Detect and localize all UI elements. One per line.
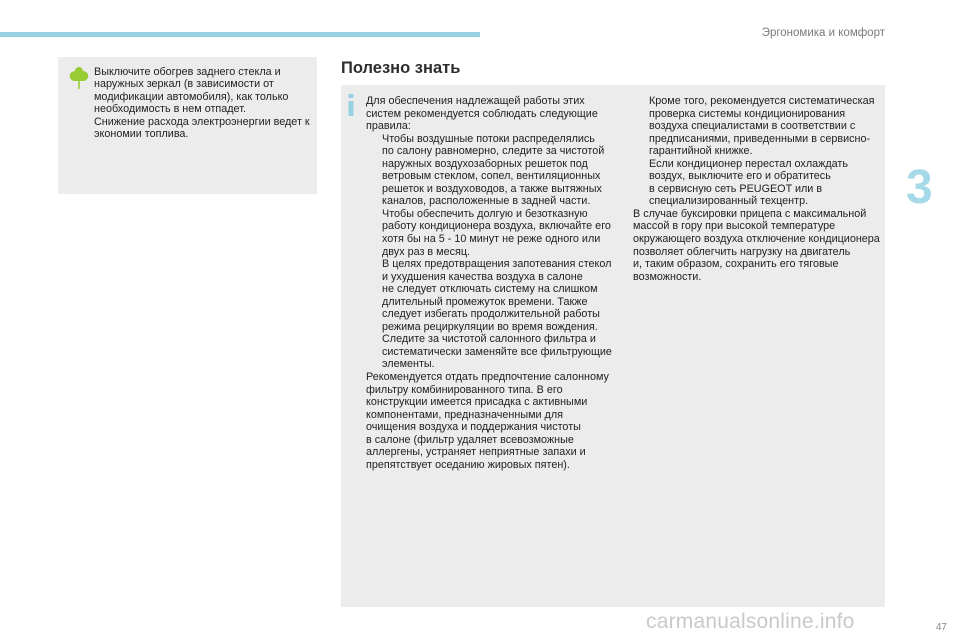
bullet-arrow-icon <box>633 158 649 208</box>
list-item <box>633 95 881 158</box>
list-item <box>366 258 628 333</box>
info-outro: Рекомендуется отдать предпочтение салонному фильтру комбинированного типа. В его конструкции имеется присадка с активными компонентами, предназначенными для очищения воздуха и поддержания чистоты в салоне (фильтр удаляет всевозможные аллергены, устраняет неприятные запахи и препятствует оседанию жировых пятен). <box>366 371 609 471</box>
bullet-arrow-icon <box>366 258 382 333</box>
watermark: carmanualsonline.info <box>646 610 855 633</box>
list-item-text: Кроме того, рекомендуется систематическая проверка системы кондиционирования воздуха специалистами в соответствии с предписаниями, приведенными в сервисно- гарантийной книжке. <box>649 95 875 158</box>
header-accent-bar <box>0 32 480 37</box>
list-item <box>366 333 628 371</box>
list-item <box>366 133 628 208</box>
info-left-column <box>366 95 628 471</box>
eco-tip-box <box>58 57 317 194</box>
list-item <box>366 208 628 258</box>
leaf-icon <box>66 66 92 90</box>
list-item-text: Чтобы воздушные потоки распределялись по салону равномерно, следите за чистотой наружных воздухозаборных решеток под ветровым стеклом, сопел, вентиляционных решеток и воздуховодов, а также вытяжных каналов, расположенные в задней части. <box>382 132 605 208</box>
bullet-arrow-icon <box>366 333 382 371</box>
eco-tip-text: Выключите обогрев заднего стекла и наружных зеркал (в зависимости от модификации автомобиля), как только необходимость в нем отпадет. Снижение расхода электроэнергии ведет к экономии топлива. <box>94 66 310 141</box>
info-box <box>341 85 885 607</box>
info-intro: Для обеспечения надлежащей работы этих систем рекомендуется соблюдать следующие правила: <box>366 95 598 133</box>
info-icon <box>346 94 356 116</box>
list-item <box>633 158 881 208</box>
chapter-title: Эргономика и комфорт <box>761 27 885 39</box>
bullet-arrow-icon <box>366 133 382 208</box>
info-right-outro: В случае буксировки прицепа с максимальной массой в гору при высокой температуре окружающего воздуха отключение кондиционера позволяет облегчить нагрузку на двигатель и, таким образом, сохранить его тяговые возможности. <box>633 207 880 283</box>
list-item-text: Следите за чистотой салонного фильтра и систематически заменяйте все фильтрующие элементы. <box>382 333 612 371</box>
bullet-arrow-icon <box>366 208 382 258</box>
bullet-arrow-icon <box>633 95 649 158</box>
list-item-text: Чтобы обеспечить долгую и безотказную работу кондиционера воздуха, включайте его хотя бы на 5 - 10 минут не реже одного или двух раз в месяц. <box>382 207 611 258</box>
page-number: 47 <box>935 622 947 633</box>
info-right-column <box>633 95 881 283</box>
chapter-number: 3 <box>906 161 933 214</box>
section-title: Полезно знать <box>341 59 461 77</box>
list-item-text: В целях предотвращения запотевания стекол и ухудшения качества воздуха в салоне не следует отключать систему на слишком длительный промежуток времени. Также следует избегать продолжительной работы режима рециркуляции во время вождения. <box>382 258 612 333</box>
list-item-text: Если кондиционер перестал охлаждать воздух, выключите его и обратитесь в сервисную сеть PEUGEOT или в специализированный техцентр. <box>649 157 848 208</box>
